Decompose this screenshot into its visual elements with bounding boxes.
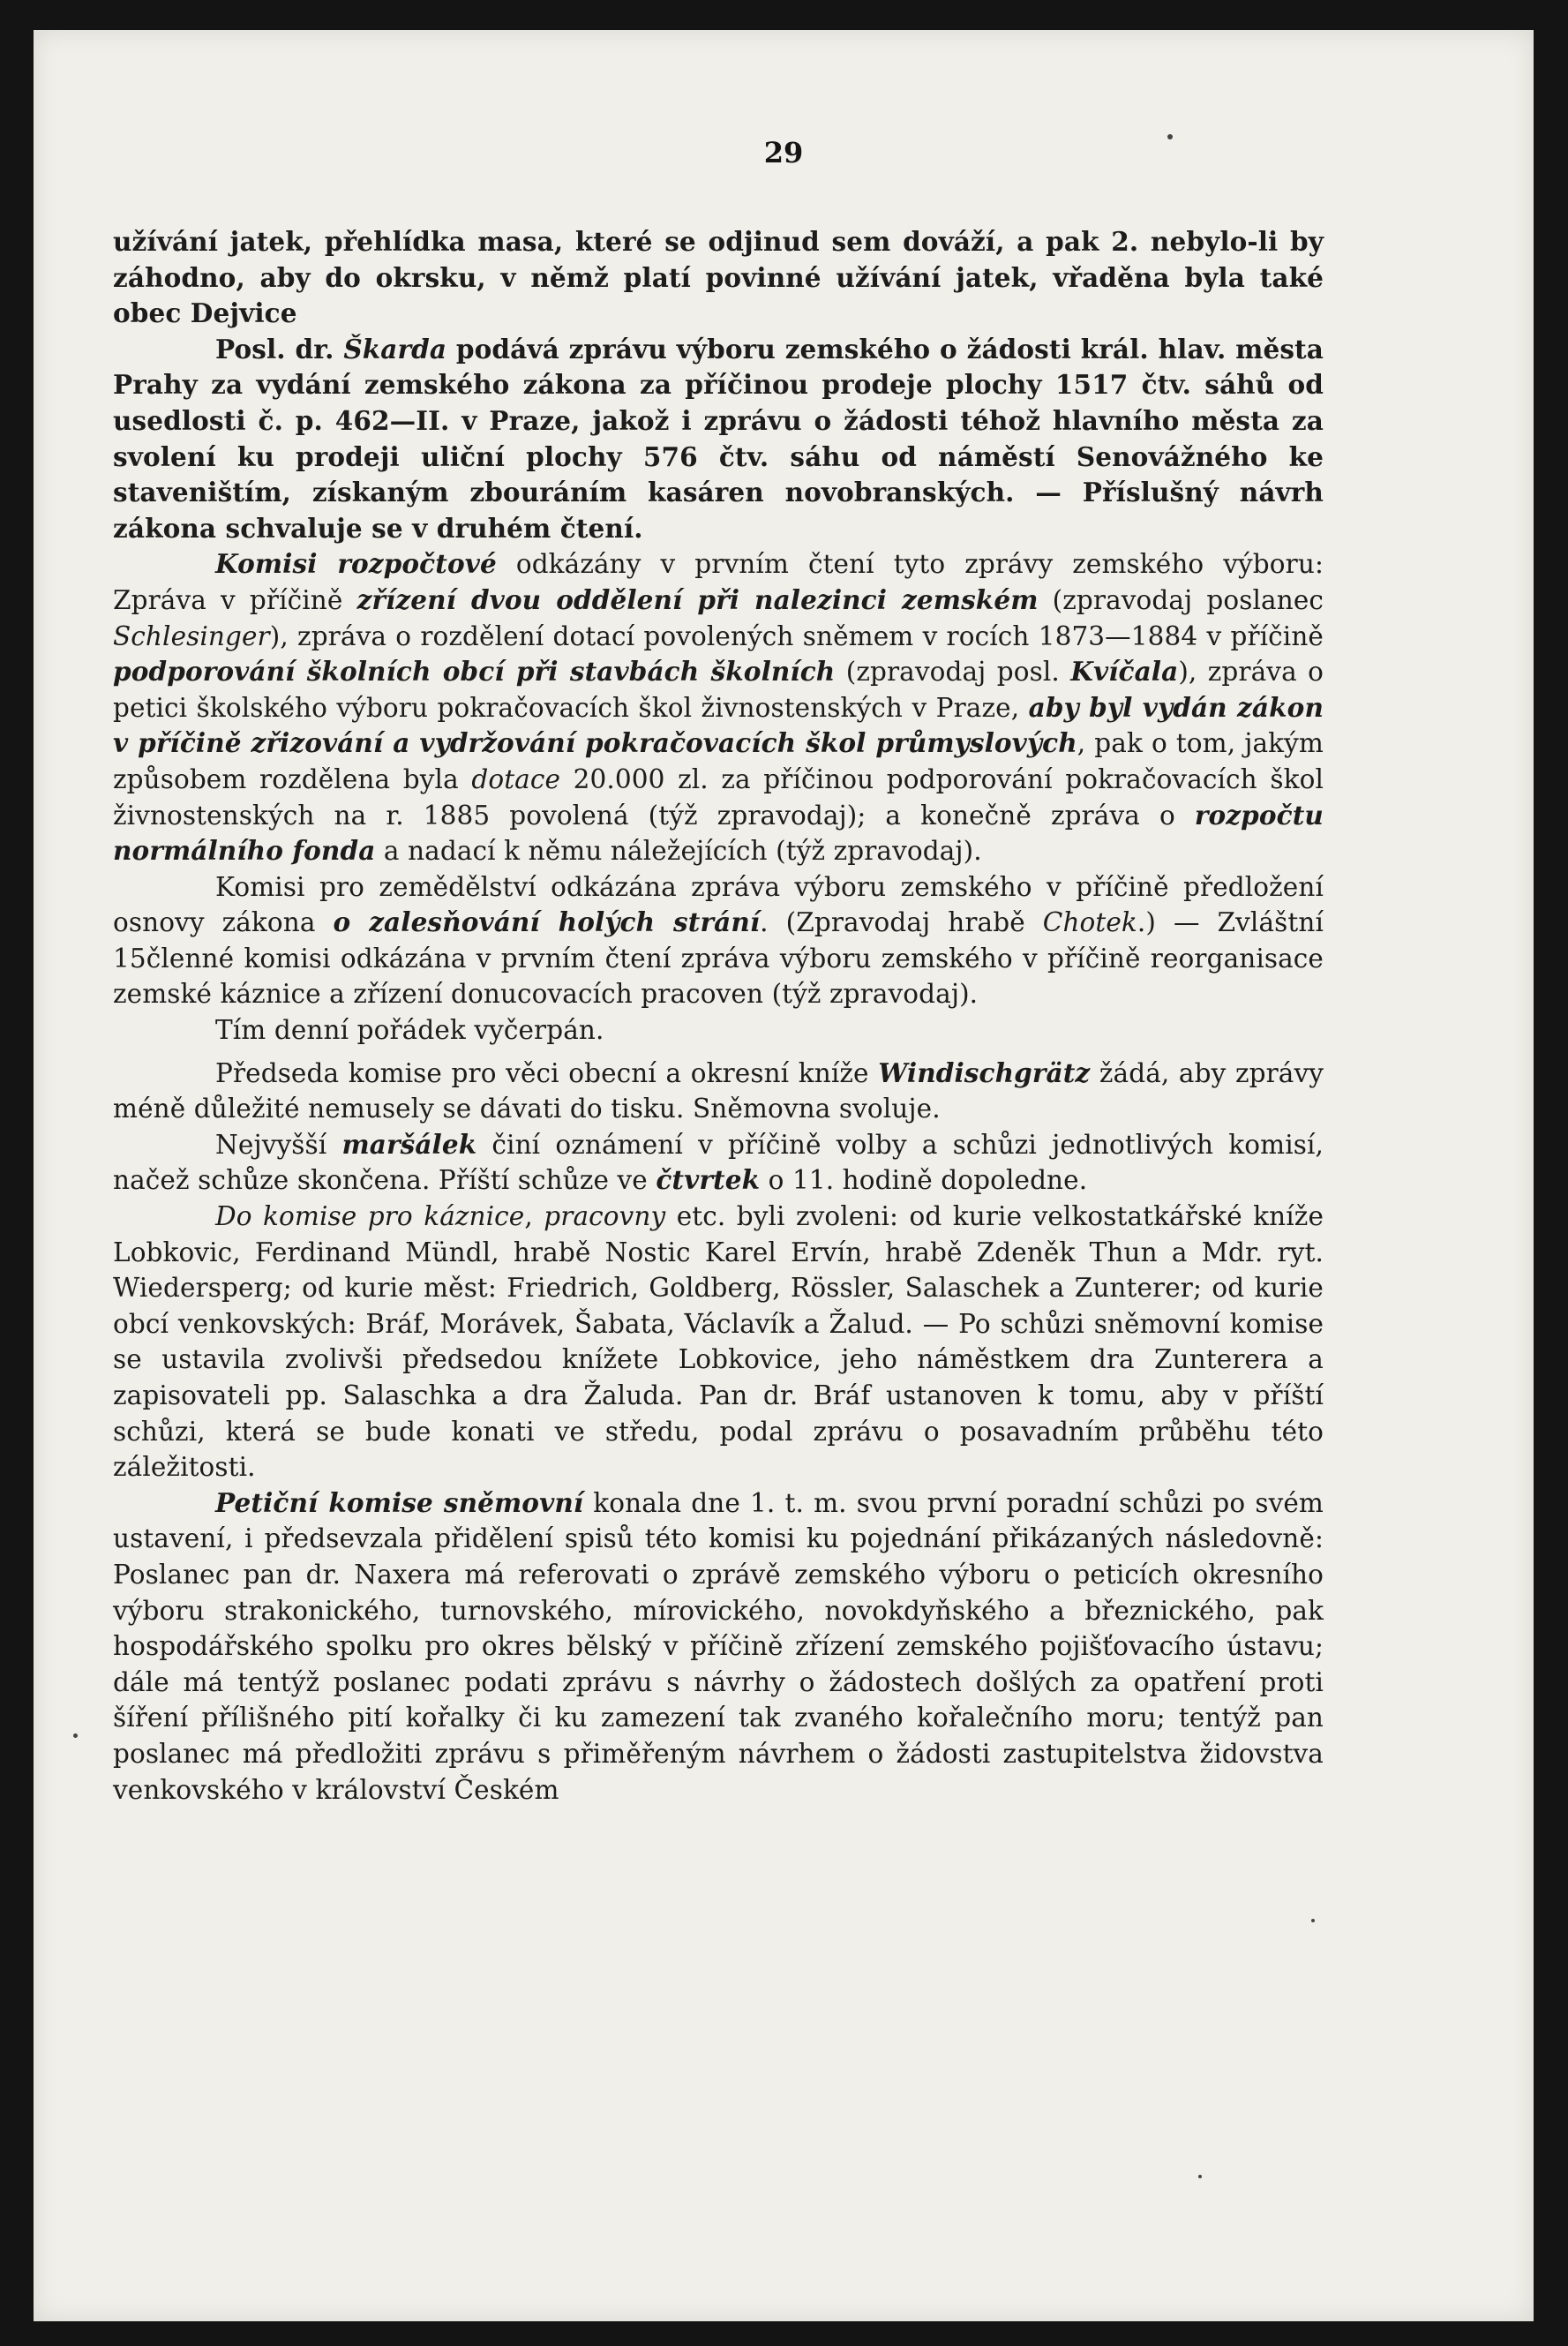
paragraph-2 [113,332,1324,547]
p9-b: konala dne 1. t. m. svou první poradní schůzi po svém ustavení, i předsevzala přidělení spisů této komisi ku pojednání přikázaných následovně: Poslanec pan dr. Naxera má referovati o zprávě zemského výboru o peticích okresního výboru strakonického, turnovského, mírovického, novokdyňského a březnického, pak hospodářského spolku pro okres bělský v příčině zřízení zemského pojišťovacího ústavu; dále má tentýž poslanec podati zprávu s návrhy o žádostech došlých za opatření proti šíření přílišného pití kořalky či ku zamezení tak zvaného kořalečního moru; tentýž pan poslanec má předložiti zprávu s přiměřeným návrhem o žádosti zastupitelstva židovstva venkovského v království Českém [113,1487,1324,1805]
paragraph-7 [113,1127,1324,1199]
p9-a: Petiční komise sněmovní [215,1486,584,1518]
p3-s14: 20.000 zl. za příčinou podporování pokračovacích škol živnostenských na r. 1885 povolená (týž zpravodaj); a konečně zpráva o [113,763,1324,831]
speck-mark [73,1733,78,1738]
paragraph-3 [113,546,1324,868]
p3-s4: (zpravodaj poslanec [1038,584,1324,615]
p3-s7: podporování školních obcí při stavbách školních [113,656,836,688]
p7-c: činí oznámení v příčině volby a schůzi jednotlivých komisí, načež schůze skončena. Příští schůze ve [113,1129,1324,1196]
p3-s1: Komisi rozpočtové [215,548,497,580]
paragraph-6 [113,1056,1324,1127]
p3-s16: a nadací k němu náležejících (týž zpravodaj). [375,836,982,867]
page-number: 29 [763,136,804,169]
paragraph-8 [113,1199,1324,1485]
p6-a: Předseda komise pro věci obecní a okresní kníže [215,1057,879,1088]
p3-s9: Kvíčala [1070,656,1179,688]
p8-a: Do komise pro káznice [215,1201,525,1232]
p4-d: Chotek [1042,907,1137,938]
p4-a: Komisi pro zemědělství odkázána zpráva výboru zemského v příčině předložení osnovy zákona [113,871,1324,938]
p2-rest: podává zprávu výboru zemského o žádosti král. hlav. města Prahy za vydání zemského zákona za příčinou prodeje plochy 1517 čtv. sáhů od usedlosti č. p. 462—II. v Praze, jakož i zprávu o žádosti téhož hlavního města za svolení ku prodeji uliční plochy 576 čtv. sáhu od náměstí Senovážného ke staveništím, získaným zbouráním kasáren novobranských. — Příslušný návrh zákona schvaluje se v druhém čtení. [113,333,1324,544]
p3-s3: zřízení dvou oddělení při nalezinci zemském [356,583,1039,615]
p8-c: pracovny [544,1201,666,1232]
p8-d: etc. byli zvoleni: od kurie velkostatkářské kníže Lobkovic, Ferdinand Mündl, hrabě Nostic Karel Ervín, hrabě Zdeněk Thun a Mdr. ryt. Wiedersperg; od kurie měst: Friedrich, Goldberg, Rössler, Salaschek a Zunterer; od kurie obcí venkovských: Bráf, Morávek, Šabata, Václavík a Žalud. — Po schůzi sněmovní komise se ustavila zvolivši předsedou knížete Lobkovice, jeho náměstkem dra Zunterera a zapisovateli pp. Salaschka a dra Žaluda. Pan dr. Bráf ustanoven k tomu, aby v příští schůzi, která se bude konati ve středu, podal zprávu o posavadním průběhu této záležitosti. [113,1201,1324,1483]
p7-a: Nejvyšší [215,1129,342,1160]
p3-s12: , pak o tom, jakým způsobem rozdělena byla [113,728,1324,794]
p6-c: žádá, aby zprávy méně důležité nemusely se dávati do tisku. Sněmovna svoluje. [113,1057,1324,1124]
p2-lead: Posl. dr. [215,333,344,365]
p7-d: čtvrtek [656,1164,761,1196]
p4-e: .) — Zvláštní 15členné komisi odkázána v prvním čtení zpráva výboru zemského v příčině reorganisace zemské káznice a zřízení donucovacích pracoven (týž zpravodaj). [113,907,1324,1010]
p3-s10: ), zpráva o petici školského výboru pokračovacích škol živnostenských v Praze, [113,657,1324,723]
speck-mark [1311,1919,1315,1922]
p7-e: o 11. hodině dopoledne. [760,1165,1088,1196]
p3-s6: ), zpráva o rozdělení dotací povolených sněmem v rocích 1873—1884 v příčině [269,620,1324,651]
p2-name-skarda: Škarda [343,333,447,365]
paragraph-5: Tím denní pořádek vyčerpán. [215,1015,604,1046]
speck-mark [1198,2175,1202,2178]
body-text [113,224,1324,1808]
p4-c: . (Zpravodaj hrabě [760,907,1043,938]
p3-s2: odkázány v prvním čtení tyto zprávy zemského výboru: Zpráva v příčině [113,549,1324,615]
document-page [34,30,1534,2321]
paragraph-1: užívání jatek, přehlídka masa, které se odjinud sem dováží, a pak 2. nebylo-li by záhodno, aby do okrsku, v němž platí povinné užívání jatek, vřaděna byla také obec Dejvice [113,226,1324,329]
p3-s5: Schlesinger [113,620,270,651]
p3-s11: aby byl vydán zákon v příčině zřizování a vydržování pokračovacích škol průmyslových [113,691,1324,759]
p7-b: maršálek [341,1128,477,1160]
p8-b: , [524,1201,544,1232]
p3-s13: dotace [471,763,561,794]
p4-b: o zalesňování holých strání [333,906,761,938]
p3-s8: (zpravodaj posl. [835,657,1071,688]
p3-s15: rozpočtu normálního fonda [113,799,1324,867]
paragraph-4 [113,869,1324,1012]
speck-mark [1167,134,1173,139]
paragraph-9 [113,1485,1324,1808]
p6-b: Windischgrätz [878,1056,1091,1088]
